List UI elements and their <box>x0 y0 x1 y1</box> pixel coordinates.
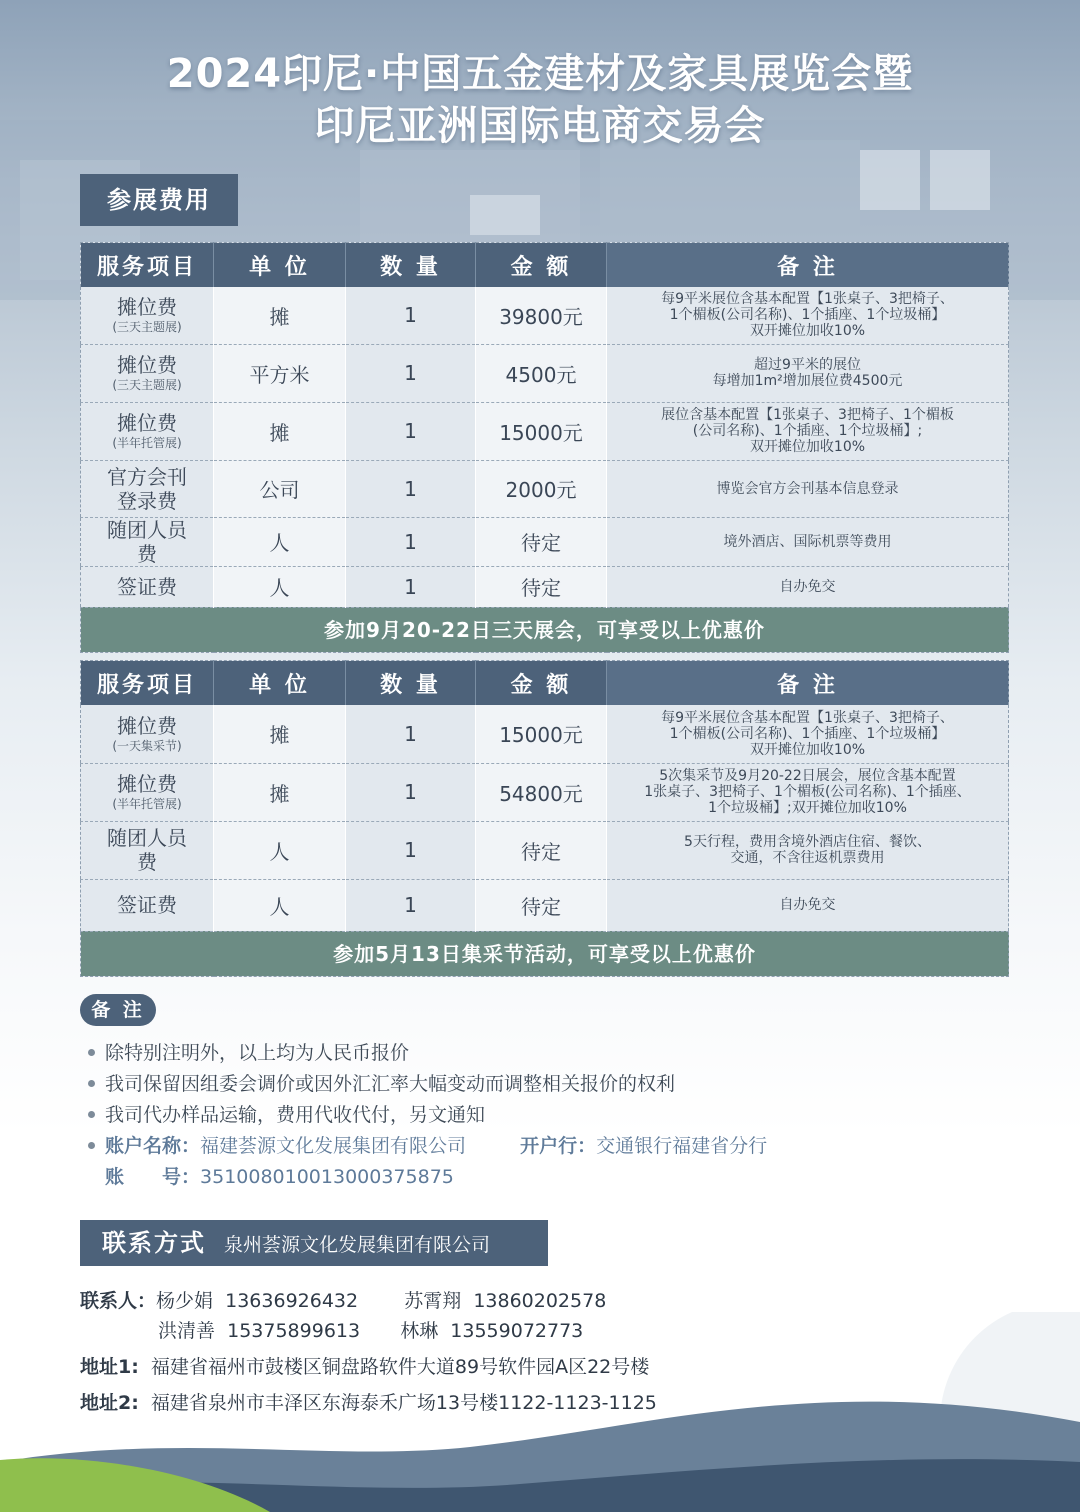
service-item-name: 随团人员费 <box>107 517 187 566</box>
section-title-fees: 参展费用 <box>80 174 238 226</box>
cell-unit: 人 <box>214 517 346 566</box>
cell-service-item <box>81 821 214 879</box>
cell-unit: 人 <box>214 879 346 931</box>
table-footer-text: 参加5月13日集采节活动，可享受以上优惠价 <box>81 931 1009 976</box>
note-line: 每9平米展位含基本配置【1张桌子、3把椅子、 <box>661 291 954 308</box>
address-2-label: 地址2: <box>80 1392 139 1414</box>
header-unit: 单 位 <box>214 243 346 288</box>
cell-unit: 摊 <box>214 763 346 821</box>
cell-quantity: 1 <box>346 287 476 344</box>
header-amount: 金 额 <box>476 661 607 706</box>
table-row <box>81 287 1009 344</box>
service-item-name: 摊位费 <box>117 295 177 320</box>
cell-amount: 39800元 <box>476 287 607 344</box>
table-row <box>81 763 1009 821</box>
cell-service-item <box>81 517 214 566</box>
cell-amount: 15000元 <box>476 705 607 763</box>
cell-quantity: 1 <box>346 344 476 402</box>
note-line: 5次集采节及9月20-22日展会，展位含基本配置 <box>659 768 956 784</box>
bullet-icon <box>88 1049 95 1056</box>
table-footer-text: 参加9月20-22日三天展会，可享受以上优惠价 <box>81 607 1009 652</box>
contact-phone: 13559072773 <box>450 1320 584 1342</box>
poster-title-line1: 2024印尼·中国五金建材及家具展览会暨 <box>166 51 914 97</box>
note-line: 每9平米展位含基本配置【1张桌子、3把椅子、 <box>661 709 954 726</box>
note-line: 双开摊位加收10% <box>749 439 866 455</box>
bank-label: 开户行： <box>520 1135 597 1157</box>
note-item <box>84 1069 767 1100</box>
cell-amount: 待定 <box>476 566 607 607</box>
service-item-subtitle: (三天主题展) <box>112 378 182 392</box>
note-text: 我司保留因组委会调价或因外汇汇率大幅变动而调整相关报价的权利 <box>105 1073 676 1095</box>
service-item-name: 官方会刊登录费 <box>107 464 187 513</box>
header-amount: 金 额 <box>476 243 607 288</box>
header-service-item: 服务项目 <box>81 243 214 288</box>
note-line: 双开摊位加收10% <box>749 323 866 340</box>
cell-amount: 2000元 <box>476 460 607 517</box>
contact-phone: 13636926432 <box>225 1290 359 1312</box>
contact-phone: 15375899613 <box>227 1320 361 1342</box>
account-info <box>84 1131 767 1162</box>
cell-note <box>607 566 1009 607</box>
fee-table-theme-exhibition <box>80 242 1009 653</box>
notes-title: 备 注 <box>80 994 156 1026</box>
contact-name: 杨少娟 <box>156 1290 214 1312</box>
table-row <box>81 460 1009 517</box>
service-item-name: 摊位费 <box>117 772 177 796</box>
cell-service-item <box>81 763 214 821</box>
cell-quantity: 1 <box>346 402 476 460</box>
account-number: 351008010013000375875 <box>200 1166 454 1188</box>
contact-name: 苏霄翔 <box>404 1290 462 1312</box>
bank-name: 交通银行福建省分行 <box>596 1135 768 1157</box>
account-number-row <box>84 1162 767 1193</box>
note-line: 自办免交 <box>779 897 836 913</box>
contact-label: 联系人： <box>80 1290 157 1312</box>
cell-service-item <box>81 879 214 931</box>
note-line: 交通，不含往返机票费用 <box>730 850 885 866</box>
account-name-label: 账户名称： <box>105 1135 201 1157</box>
service-item-name: 签证费 <box>117 574 177 599</box>
note-line: 1个楣板(公司名称)、1个插座、1个垃圾桶】 <box>669 725 946 742</box>
table-row <box>81 821 1009 879</box>
cell-note <box>607 344 1009 402</box>
note-line: 展位含基本配置【1张桌子、3把椅子、1个楣板 <box>661 407 954 423</box>
address-2: 福建省泉州市丰泽区东海泰禾广场13号楼1122-1123-1125 <box>150 1392 657 1414</box>
cell-note <box>607 517 1009 566</box>
service-item-subtitle: (三天主题展) <box>112 320 182 335</box>
contact-title: 联系方式 <box>102 1229 206 1257</box>
cell-amount: 54800元 <box>476 763 607 821</box>
header-note: 备 注 <box>607 661 1009 706</box>
contact-name: 林琳 <box>400 1320 439 1342</box>
cell-amount: 4500元 <box>476 344 607 402</box>
cell-quantity: 1 <box>346 763 476 821</box>
service-item-subtitle: (半年托管展) <box>112 436 182 450</box>
service-item-name: 摊位费 <box>117 353 177 377</box>
bullet-icon <box>88 1142 95 1149</box>
note-line: 1个楣板(公司名称)、1个插座、1个垃圾桶】 <box>669 307 946 324</box>
service-item-name: 随团人员费 <box>107 826 187 874</box>
note-item <box>84 1038 767 1069</box>
note-line: 超过9平米的展位 <box>754 357 861 373</box>
contact-name: 洪清善 <box>158 1320 216 1342</box>
cell-service-item <box>81 705 214 763</box>
cell-unit: 公司 <box>214 460 346 517</box>
note-line: 每增加1m²增加展位费4500元 <box>712 373 903 389</box>
note-line: 5天行程，费用含境外酒店住宿、餐饮、 <box>684 834 931 850</box>
cell-unit: 人 <box>214 566 346 607</box>
contact-header <box>80 1220 548 1266</box>
cell-note <box>607 879 1009 931</box>
note-text: 我司代办样品运输，费用代收代付，另文通知 <box>105 1104 486 1126</box>
cell-note <box>607 763 1009 821</box>
account-number-label: 账 号： <box>105 1166 201 1188</box>
bullet-icon <box>88 1080 95 1087</box>
cell-amount: 待定 <box>476 821 607 879</box>
cell-note <box>607 821 1009 879</box>
cell-unit: 人 <box>214 821 346 879</box>
cell-quantity: 1 <box>346 821 476 879</box>
table-row <box>81 566 1009 607</box>
cell-service-item <box>81 460 214 517</box>
cell-service-item <box>81 402 214 460</box>
note-item <box>84 1100 767 1131</box>
service-item-subtitle: (半年托管展) <box>112 797 182 811</box>
header-quantity: 数 量 <box>346 661 476 706</box>
cell-unit: 摊 <box>214 402 346 460</box>
cell-quantity: 1 <box>346 879 476 931</box>
cell-note <box>607 402 1009 460</box>
table-row <box>81 402 1009 460</box>
poster-title <box>0 48 1080 152</box>
account-name: 福建荟源文化发展集团有限公司 <box>200 1135 467 1157</box>
table-row <box>81 879 1009 931</box>
cell-note <box>607 460 1009 517</box>
cell-amount: 待定 <box>476 879 607 931</box>
table-row <box>81 344 1009 402</box>
cell-service-item <box>81 566 214 607</box>
fee-table-procurement-festival <box>80 660 1009 977</box>
cell-service-item <box>81 287 214 344</box>
bullet-icon <box>88 1111 95 1118</box>
cell-note <box>607 705 1009 763</box>
service-item-name: 摊位费 <box>117 411 177 435</box>
service-item-name: 摊位费 <box>117 713 177 738</box>
address-1: 福建省福州市鼓楼区铜盘路软件大道89号软件园A区22号楼 <box>150 1356 650 1378</box>
table-header-row <box>81 661 1009 706</box>
cell-quantity: 1 <box>346 460 476 517</box>
table-footer-row <box>81 607 1009 652</box>
table-row <box>81 517 1009 566</box>
service-item-subtitle: (一天集采节) <box>112 738 182 753</box>
table-row <box>81 705 1009 763</box>
header-unit: 单 位 <box>214 661 346 706</box>
cell-quantity: 1 <box>346 566 476 607</box>
table-header-row <box>81 243 1009 288</box>
cell-amount: 待定 <box>476 517 607 566</box>
cell-unit: 摊 <box>214 705 346 763</box>
cell-quantity: 1 <box>346 517 476 566</box>
cell-service-item <box>81 344 214 402</box>
header-quantity: 数 量 <box>346 243 476 288</box>
header-note: 备 注 <box>607 243 1009 288</box>
notes-list <box>84 1038 767 1193</box>
cell-note <box>607 287 1009 344</box>
note-line: 自办免交 <box>779 578 836 595</box>
cell-amount: 15000元 <box>476 402 607 460</box>
service-item-name: 签证费 <box>117 893 177 917</box>
note-line: 1个垃圾桶】;双开摊位加收10% <box>708 800 907 816</box>
address-1-label: 地址1: <box>80 1356 139 1378</box>
table-footer-row <box>81 931 1009 976</box>
cell-unit: 平方米 <box>214 344 346 402</box>
note-text: 除特别注明外，以上均为人民币报价 <box>105 1042 410 1064</box>
note-line: (公司名称)、1个插座、1个垃圾桶】; <box>692 423 923 439</box>
note-line: 双开摊位加收10% <box>749 741 866 758</box>
header-service-item: 服务项目 <box>81 661 214 706</box>
note-line: 1张桌子、3把椅子、1个楣板(公司名称)、1个插座、 <box>644 784 971 800</box>
cell-unit: 摊 <box>214 287 346 344</box>
contact-phone: 13860202578 <box>473 1290 607 1312</box>
note-line: 博览会官方会刊基本信息登录 <box>716 480 899 497</box>
poster-title-line2: 印尼亚洲国际电商交易会 <box>314 103 766 149</box>
contact-company: 泉州荟源文化发展集团有限公司 <box>224 1234 491 1256</box>
note-line: 境外酒店、国际机票等费用 <box>723 533 892 550</box>
cell-quantity: 1 <box>346 705 476 763</box>
bottom-wave-decoration <box>0 1312 1080 1512</box>
